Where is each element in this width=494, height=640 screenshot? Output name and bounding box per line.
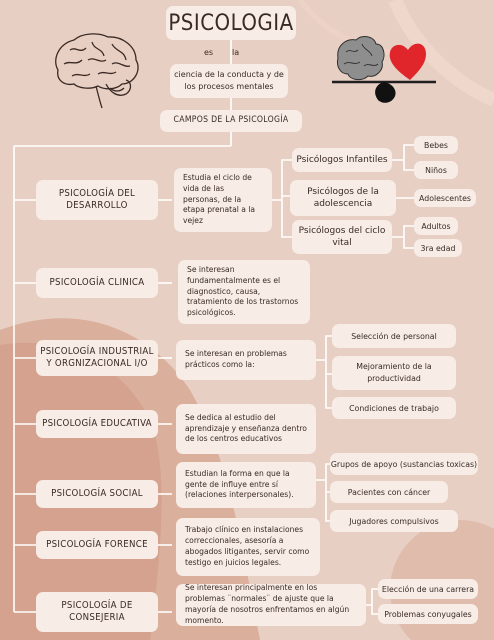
field-label: PSICOLOGÍA INDUSTRIAL Y ORGNIZACIONAL I/O — [40, 345, 154, 369]
item-adolescentes — [414, 189, 476, 207]
field-clinica — [36, 268, 158, 298]
item-productividad — [332, 356, 456, 390]
item-label: Mejoramiento de la productividad — [356, 362, 432, 383]
desc-desarrollo — [174, 168, 272, 232]
item-label: Niños — [425, 165, 447, 175]
field-consejeria — [36, 592, 158, 632]
item-seleccion — [332, 324, 456, 348]
item-problemas-conyugales — [378, 604, 478, 624]
fields-title: CAMPOS DE LA PSICOLOGÍA — [160, 110, 302, 132]
connector-es: es — [204, 48, 214, 57]
field-label: PSICOLOGÍA EDUCATIVA — [42, 417, 152, 429]
description-text: Estudian la forma en que la gente de influye entre sí (relaciones interpersonales). — [185, 468, 294, 500]
item-adultos — [414, 217, 458, 235]
item-label: Grupos de apoyo (sustancias toxicas) — [330, 459, 478, 469]
item-tercera-edad — [414, 239, 462, 257]
item-jugadores — [330, 510, 458, 532]
description-text: Se interesan principalmente en los problemas ¨normales¨ de ajuste que la mayoría de nosotros enfrentamos en algún momento. — [185, 583, 350, 625]
item-grupos-apoyo — [330, 453, 478, 475]
field-social — [36, 480, 158, 508]
item-label: Selección de personal — [351, 331, 437, 341]
item-eleccion-carrera — [378, 579, 478, 599]
branch-infantiles — [292, 148, 392, 172]
description-text: Se dedica al estudio del aprendizaje y enseñanza dentro de los centros educativos — [185, 412, 307, 444]
field-label: PSICOLOGÍA DEL DESARROLLO — [58, 187, 136, 211]
item-label: Jugadores compulsivos — [349, 516, 439, 526]
field-forence — [36, 531, 158, 559]
description-text: Estudia el ciclo de vida de las personas, de la etapa prenatal a la vejez — [183, 173, 256, 226]
item-label: 3ra edad — [420, 243, 456, 253]
branch-label: Psicólogos de la adolescencia — [307, 186, 379, 209]
item-label: Elección de una carrera — [381, 584, 475, 594]
desc-forence — [176, 518, 320, 576]
field-label: PSICOLOGÍA SOCIAL — [51, 487, 143, 499]
field-label: PSICOLOGÍA DE CONSEJERIA — [61, 599, 133, 623]
item-bebes — [414, 136, 458, 154]
description-text: Se interesan en problemas prácticos como la: — [185, 349, 287, 369]
brain-icon — [48, 30, 144, 112]
item-label: Adultos — [421, 221, 451, 231]
item-pacientes-cancer — [330, 481, 448, 503]
item-ninos — [414, 161, 458, 179]
item-label: Condiciones de trabajo — [349, 403, 439, 413]
desc-social — [176, 462, 316, 508]
description-text: Trabajo clínico en instalaciones correccionales, asesoría a abogados litigantes, servir como testigo en juicios legales. — [185, 525, 310, 567]
branch-label: Psicólogos del ciclo vital — [298, 225, 386, 248]
item-label: Bebes — [424, 140, 448, 150]
definition-box: ciencia de la conducta y de los procesos mentales — [170, 64, 288, 98]
field-educativa — [36, 410, 158, 438]
branch-adolescencia — [290, 180, 396, 216]
item-label: Adolescentes — [419, 193, 471, 203]
brain-heart-balance-icon — [326, 30, 442, 106]
connector-la: la — [232, 48, 240, 57]
desc-clinica — [178, 260, 310, 324]
field-label: PSICOLOGÍA CLINICA — [49, 276, 145, 288]
item-label: Pacientes con cáncer — [347, 487, 431, 497]
desc-educativa — [176, 404, 316, 454]
field-industrial — [36, 340, 158, 376]
field-label: PSICOLOGÍA FORENCE — [46, 538, 148, 550]
page-title: PSICOLOGIA — [166, 6, 296, 40]
desc-consejeria — [176, 584, 366, 626]
item-condiciones — [332, 397, 456, 419]
item-label: Problemas conyugales — [384, 609, 472, 619]
branch-ciclo-vital — [292, 220, 392, 254]
description-text: Se interesan fundamentalmente es el diagnostico, causa, tratamiento de los trastornos psicológicos. — [187, 265, 299, 318]
branch-label: Psicólogos Infantiles — [296, 154, 388, 165]
desc-industrial — [176, 340, 316, 380]
field-desarrollo — [36, 180, 158, 220]
